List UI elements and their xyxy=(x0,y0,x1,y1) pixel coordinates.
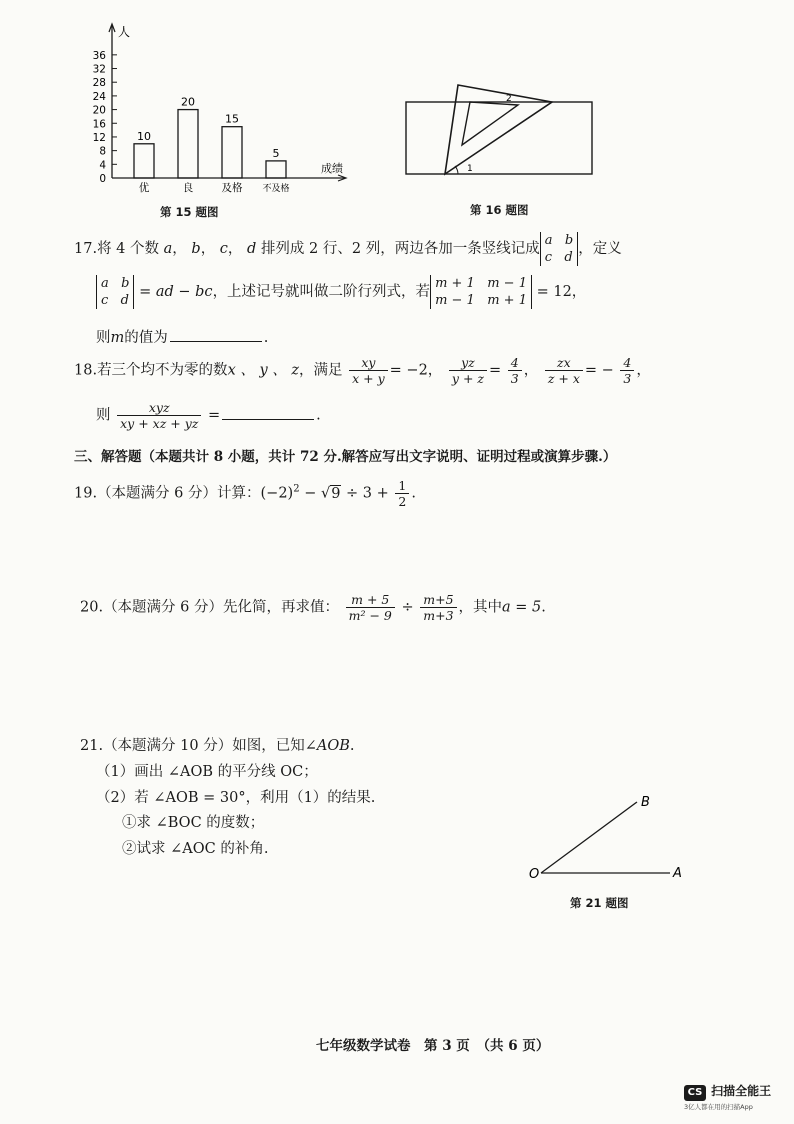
fig16-label-1: 1 xyxy=(467,164,473,174)
fig21-angle-diagram xyxy=(525,788,695,888)
bar xyxy=(222,127,242,178)
y-tick-label: 20 xyxy=(92,104,106,117)
y-axis-label: 人 xyxy=(118,25,131,39)
q18-frac-zx: $\frac{zx}{z + x}$ xyxy=(545,355,583,386)
q18-frac-xy: $\frac{xy}{x + y}$ xyxy=(349,355,388,386)
bar-value-label: 20 xyxy=(181,95,195,109)
x-tick-label: 优 xyxy=(138,182,150,194)
y-tick-label: 24 xyxy=(92,90,106,103)
x-axis-label: 成绩 xyxy=(321,162,343,175)
bar xyxy=(178,110,198,178)
q17-line1: 17.将 4 个数 a， b， c， d 排列成 2 行、2 列，两边各加一条竖线记成 a b c d ，定义 xyxy=(74,233,622,265)
q20: 20.（本题满分 6 分）先化简，再求值： $\frac{m + 5}{\text{m² − 9}}$ ÷ $\frac{m+5}{m+3}$ ，其中a = 5. xyxy=(80,592,546,623)
q20-frac-2: $\frac{m+5}{m+3}$ xyxy=(420,592,456,623)
y-tick-label: 12 xyxy=(92,131,106,144)
q20-number: 20. xyxy=(80,599,104,616)
bar xyxy=(266,161,286,178)
y-tick-label: 8 xyxy=(99,145,106,158)
q20-frac-1: $\frac{m + 5}{\text{m² − 9}}$ xyxy=(346,592,395,623)
fig21-label-B: B xyxy=(641,795,650,810)
bar-value-label: 5 xyxy=(272,146,280,160)
camscanner-logo: CS xyxy=(684,1085,706,1101)
q18-number: 18. xyxy=(74,362,98,379)
page-footer: 七年级数学试卷 第 3 页 （共 6 页） xyxy=(316,1038,550,1054)
q21-part2-sub2: ②试求 ∠AOC 的补角. xyxy=(122,841,269,857)
y-tick-label: 4 xyxy=(99,159,106,172)
y-tick-label: 28 xyxy=(92,77,106,90)
camscanner-name: 扫描全能王 xyxy=(711,1084,772,1098)
fig15-bar-chart xyxy=(80,20,370,200)
q17-number: 17. xyxy=(74,241,98,257)
q17-line2: a b c d = ad − bc，上述记号就叫做二阶行列式，若 m + 1 m − 1 m − 1 m + 1 = 12， xyxy=(96,275,586,309)
fig21-label-O: O xyxy=(529,867,540,882)
q17-determinant-def: a b c d xyxy=(96,275,134,309)
q17-determinant-m: m + 1 m − 1 m − 1 m + 1 xyxy=(430,275,532,309)
fig16-caption: 第 16 题图 xyxy=(470,203,529,217)
x-tick-label: 及格 xyxy=(221,182,243,194)
bar-value-label: 10 xyxy=(137,129,151,143)
q21-number: 21. xyxy=(80,738,104,754)
q18-frac-yz: $\frac{yz}{y + z}$ xyxy=(449,355,487,386)
q17-determinant-abcd: a b c d xyxy=(540,232,578,266)
x-tick-label: 良 xyxy=(182,182,194,194)
x-tick-label: 不及格 xyxy=(262,184,290,194)
y-tick-label: 0 xyxy=(99,173,106,185)
q17-answer-blank[interactable] xyxy=(170,327,262,342)
fig21-label-A: A xyxy=(673,866,682,881)
q19-number: 19. xyxy=(74,485,98,502)
y-tick-label: 32 xyxy=(92,63,106,76)
q21-part1: （1）画出 ∠AOB 的平分线 OC； xyxy=(96,764,318,780)
q21-part2: （2）若 ∠AOB = 30°，利用（1）的结果. xyxy=(96,790,376,806)
fig16-label-2: 2 xyxy=(506,94,512,104)
camscanner-watermark xyxy=(684,1080,771,1111)
q19: 19.（本题满分 6 分）计算：$(-2)^2 - √9 \div 3$ + $\frac{1}{2}$ . xyxy=(74,478,416,509)
q18-frac-xyz: $\frac{\text{xyz}}{xy + xz + yz}$ xyxy=(117,400,201,431)
fig16-triangle-inner xyxy=(462,102,518,145)
q18-frac-neg-4-3: $\frac{4}{3}$ xyxy=(620,355,634,386)
fig16-diagram xyxy=(400,75,600,180)
bar xyxy=(134,144,154,178)
q17-line3: 则m的值为 . xyxy=(96,327,268,348)
q18-answer-blank[interactable] xyxy=(222,405,314,420)
fig15-caption: 第 15 题图 xyxy=(160,205,219,219)
q21-part2-sub1: ①求 ∠BOC 的度数； xyxy=(122,815,265,831)
q18-frac-4-3: $\frac{4}{3}$ xyxy=(508,355,522,386)
q21-line1: 21.（本题满分 10 分）如图，已知∠AOB. xyxy=(80,738,355,754)
y-tick-label: 36 xyxy=(92,49,106,62)
bar-value-label: 15 xyxy=(225,112,239,126)
q19-frac-1-2: $\frac{1}{2}$ xyxy=(395,478,409,509)
section3-heading: 三、解答题（本题共计 8 小题，共计 72 分.解答应写出文字说明、证明过程或演算步骤.） xyxy=(74,449,617,465)
fig21-caption: 第 21 题图 xyxy=(570,896,629,910)
q18-line1: 18.若三个均不为零的数x 、 y 、 z，满足 $\frac{xy}{x + y}$ = −2， $\frac{yz}{y + z}$ = $\frac{4}{3}$ ， $\frac{zx}{z + x}$ = − $\frac{4}{3}$ ， xyxy=(74,355,651,386)
camscanner-tagline: 3亿人都在用的扫描App xyxy=(684,1103,753,1111)
fig21-ray-OB xyxy=(541,802,637,873)
y-tick-label: 16 xyxy=(92,118,106,131)
q18-line2: 则 $\frac{\text{xyz}}{xy + xz + yz}$ = . xyxy=(96,400,321,431)
fig16-triangle-outer xyxy=(445,85,552,174)
